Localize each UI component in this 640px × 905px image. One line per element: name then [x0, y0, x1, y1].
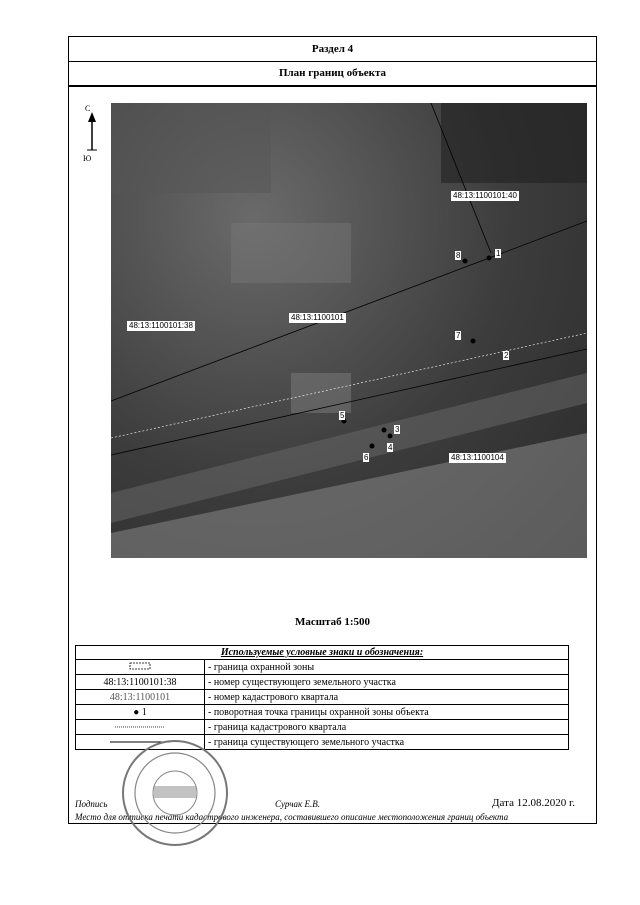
turning-point	[471, 339, 476, 344]
legend-row	[76, 660, 569, 675]
legend-desc: - граница существующего земельного участка	[205, 735, 569, 750]
aerial-map	[111, 103, 587, 558]
legend-desc: - номер кадастрового квартала	[205, 690, 569, 705]
point-label: 1	[496, 249, 501, 258]
parcel-label: 48:13:1100101:38	[129, 321, 193, 330]
legend-symbol	[76, 720, 205, 735]
stamp-place-label: Место для оттиска печати кадастрового инженера, составившего описание местоположения границ объекта	[75, 812, 509, 822]
legend-row	[76, 720, 569, 735]
legend-desc: - граница охранной зоны	[205, 660, 569, 675]
legend-row	[76, 690, 569, 705]
legend-symbol: 48:13:1100101	[76, 690, 205, 705]
document-frame	[68, 36, 597, 824]
point-label: 5	[340, 411, 345, 420]
point-label: 7	[456, 331, 461, 340]
legend-table	[75, 645, 569, 750]
legend-symbol: ● 1	[76, 705, 205, 720]
quarter-label: 48:13:1100101	[291, 313, 344, 322]
buffer-zone-symbol-icon	[129, 662, 151, 670]
point-label: 8	[456, 251, 461, 260]
point-label: 4	[388, 443, 393, 452]
point-label: 2	[504, 351, 509, 360]
north-arrow	[83, 104, 103, 214]
signature-label: Подпись	[75, 799, 108, 809]
legend-title: Используемые условные знаки и обозначения:	[76, 646, 569, 660]
legend-symbol	[76, 660, 205, 675]
quarter-label: 48:13:1100104	[451, 453, 504, 462]
engineer-name: Сурчак Е.В.	[275, 799, 321, 809]
legend-symbol: 48:13:1100101:38	[76, 675, 205, 690]
turning-point	[463, 259, 468, 264]
legend-desc: - граница кадастрового квартала	[205, 720, 569, 735]
north-label: С	[85, 104, 91, 113]
turning-point	[487, 256, 492, 261]
document-date: Дата 12.08.2020 г.	[492, 797, 575, 809]
plan-title: План границ объекта	[69, 61, 596, 87]
turning-point	[382, 428, 387, 433]
quarter-boundary-symbol-icon	[115, 724, 165, 730]
parcel-label: 48:13:1100101:40	[453, 191, 517, 200]
seal-stamp-icon	[120, 738, 230, 848]
legend-desc: - поворотная точка границы охранной зоны объекта	[205, 705, 569, 720]
south-label: Ю	[83, 154, 92, 163]
legend-row	[76, 705, 569, 720]
scale-label: Масштаб 1:500	[294, 616, 370, 628]
turning-point	[370, 444, 375, 449]
point-label: 3	[395, 425, 400, 434]
point-label: 6	[364, 453, 369, 462]
turning-point	[388, 434, 393, 439]
legend-desc: - номер существующего земельного участка	[205, 675, 569, 690]
section-heading: Раздел 4	[69, 37, 596, 62]
arrow-icon	[85, 112, 99, 152]
legend-row	[76, 675, 569, 690]
